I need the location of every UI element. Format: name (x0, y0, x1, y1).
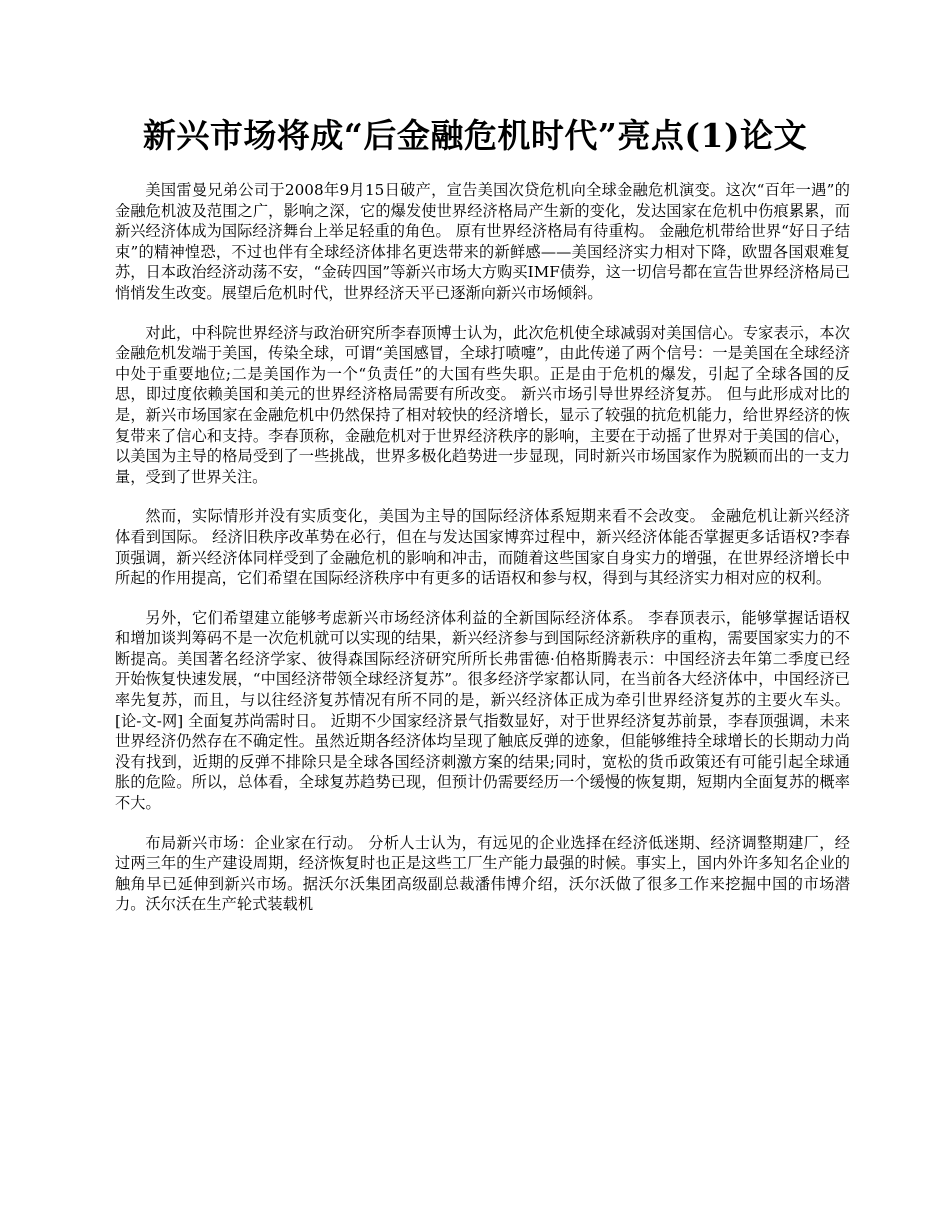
document-body (115, 180, 850, 934)
paragraph: 美国雷曼兄弟公司于2008年9月15日破产，宣告美国次贷危机向全球金融危机演变。这次“百年一遇”的金融危机波及范围之广，影响之深，它的爆发使世界经济格局产生新的变化，发达国家在危机中伤痕累累，而新兴经济体成为国际经济舞台上举足轻重的角色。 原有世界经济格局有待重构。 金融危机带给世界“好日子结束”的精神惶恐，不过也伴有全球经济体排名更迭带来的新鲜感——美国经济实力相对下降，欧盟各国艰难复苏，日本政治经济动荡不安，“金砖四国”等新兴市场大方购买IMF债券，这一切信号都在宣告世界经济格局已悄悄发生改变。展望后危机时代，世界经济天平已逐渐向新兴市场倾斜。 (115, 181, 850, 302)
paragraph: 布局新兴市场：企业家在行动。 分析人士认为，有远见的企业选择在经济低迷期、经济调整期建厂，经过两三年的生产建设周期，经济恢复时也正是这些工厂生产能力最强的时候。事实上，国内外许多知名企业的触角早已延伸到新兴市场。据沃尔沃集团高级副总裁潘伟博介绍，沃尔沃做了很多工作来挖掘中国的市场潜力。沃尔沃在生产轮式装载机 (115, 833, 850, 914)
paragraph: 对此，中科院世界经济与政治研究所李春顶博士认为，此次危机使全球减弱对美国信心。专家表示，本次金融危机发端于美国，传染全球，可谓“美国感冒，全球打喷嚏”，由此传递了两个信号：一是美国在全球经济中处于重要地位;二是美国作为一个“负责任”的大国有些失职。正是由于危机的爆发，引起了全球各国的反思，即过度依赖美国和美元的世界经济格局需要有所改变。 新兴市场引导世界经济复苏。 但与此形成对比的是，新兴市场国家在金融危机中仍然保持了相对较快的经济增长，显示了较强的抗危机能力，给世界经济的恢复带来了信心和支持。李春顶称，金融危机对于世界经济秩序的影响，主要在于动摇了世界对于美国的信心，以美国为主导的格局受到了一些挑战，世界多极化趋势进一步显现，同时新兴市场国家作为脱颖而出的一支力量，受到了世界关注。 (115, 323, 850, 486)
document-title: 新兴市场将成“后金融危机时代”亮点(1)论文 (142, 116, 808, 155)
paragraph: 然而，实际情形并没有实质变化，美国为主导的国际经济体系短期来看不会改变。 金融危机让新兴经济体看到国际。 经济旧秩序改革势在必行，但在与发达国家博弈过程中，新兴经济体能否掌握更多话语权?李春顶强调，新兴经济体同样受到了金融危机的影响和冲击，而随着这些国家自身实力的增强，在世界经济增长中所起的作用提高，它们希望在国际经济秩序中有更多的话语权和参与权，得到与其经济实力相对应的权利。 (115, 507, 850, 588)
paragraph: 另外，它们希望建立能够考虑新兴市场经济体利益的全新国际经济体系。 李春顶表示，能够掌握话语权和增加谈判筹码不是一次危机就可以实现的结果，新兴经济参与到国际经济新秩序的重构，需要国家实力的不断提高。美国著名经济学家、彼得森国际经济研究所所长弗雷德·伯格斯腾表示：中国经济去年第二季度已经开始恢复快速发展，“中国经济带领全球经济复苏”。很多经济学家都认同，在当前各大经济体中，中国经济已率先复苏，而且，与以往经济复苏情况有所不同的是，新兴经济体正成为牵引世界经济复苏的主要火车头。[论-文-网] 全面复苏尚需时日。 近期不少国家经济景气指数显好，对于世界经济复苏前景，李春顶强调，未来世界经济仍然存在不确定性。虽然近期各经济体均呈现了触底反弹的迹象，但能够维持全球增长的长期动力尚没有找到，近期的反弹不排除只是全球各国经济刺激方案的结果;同时，宽松的货币政策还有可能引起全球通胀的危险。所以，总体看，全球复苏趋势已现，但预计仍需要经历一个缓慢的恢复期，短期内全面复苏的概率不大。 (115, 608, 850, 813)
